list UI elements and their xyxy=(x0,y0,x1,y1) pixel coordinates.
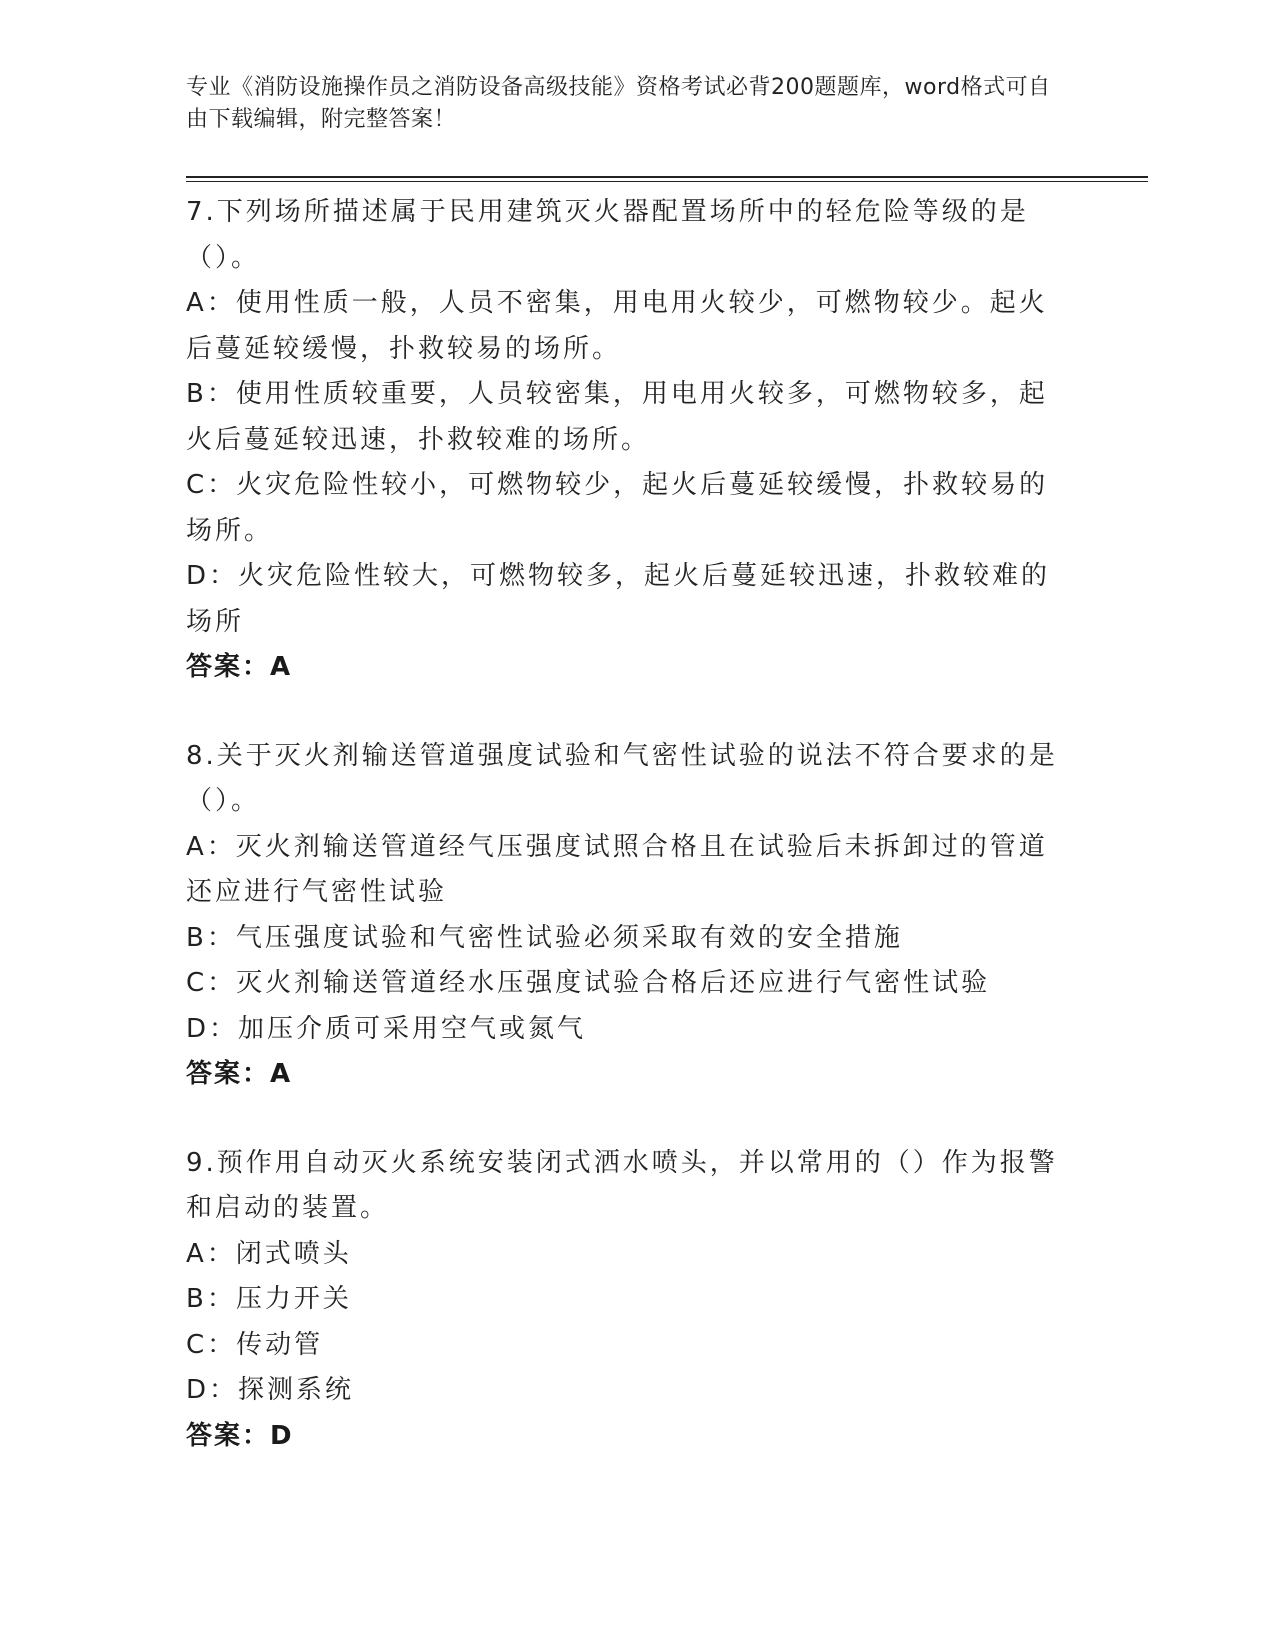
header-divider-thick xyxy=(186,176,1148,178)
option-d: D：探测系统 xyxy=(186,1375,355,1405)
question-9 xyxy=(186,1141,1066,1460)
option-d: D：加压介质可采用空气或氮气 xyxy=(186,1013,587,1044)
answer: 答案：D xyxy=(186,1420,294,1451)
option-b: B：压力开关 xyxy=(186,1284,352,1314)
question-list xyxy=(186,190,1066,1502)
answer: 答案：A xyxy=(186,652,293,682)
question-7 xyxy=(186,190,1066,691)
option-a: A：闭式喷头 xyxy=(186,1238,352,1269)
question-stem: 7.下列场所描述属于民用建筑灭火器配置场所中的轻危险等级的是（）。 xyxy=(186,197,1029,273)
option-b: B：使用性质较重要，人员较密集，用电用火较多，可燃物较多，起火后蔓延较迅速，扑救较难的场所。 xyxy=(186,379,1048,455)
answer: 答案：A xyxy=(186,1059,293,1089)
question-8 xyxy=(186,734,1066,1098)
option-c: C：灭火剂输送管道经水压强度试验合格后还应进行气密性试验 xyxy=(186,968,991,998)
option-d: D：火灾危险性较大，可燃物较多，起火后蔓延较迅速，扑救较难的场所 xyxy=(186,561,1051,637)
option-c: C：火灾危险性较小，可燃物较少，起火后蔓延较缓慢，扑救较易的场所。 xyxy=(186,470,1049,546)
option-c: C：传动管 xyxy=(186,1329,324,1360)
question-stem: 8.关于灭火剂输送管道强度试验和气密性试验的说法不符合要求的是（）。 xyxy=(186,740,1058,816)
header-divider-thin xyxy=(186,181,1148,182)
question-stem: 9.预作用自动灭火系统安装闭式洒水喷头，并以常用的（）作为报警和启动的装置。 xyxy=(186,1147,1058,1223)
option-a: A：使用性质一般，人员不密集，用电用火较少，可燃物较少。起火后蔓延较缓慢，扑救较易的场所。 xyxy=(186,288,1048,364)
option-a: A：灭火剂输送管道经气压强度试照合格且在试验后未拆卸过的管道还应进行气密性试验 xyxy=(186,831,1048,907)
document-header: 专业《消防设施操作员之消防设备高级技能》资格考试必背200题题库，word格式可自由下载编辑，附完整答案！ xyxy=(186,75,1051,132)
option-b: B：气压强度试验和气密性试验必须采取有效的安全措施 xyxy=(186,922,903,953)
